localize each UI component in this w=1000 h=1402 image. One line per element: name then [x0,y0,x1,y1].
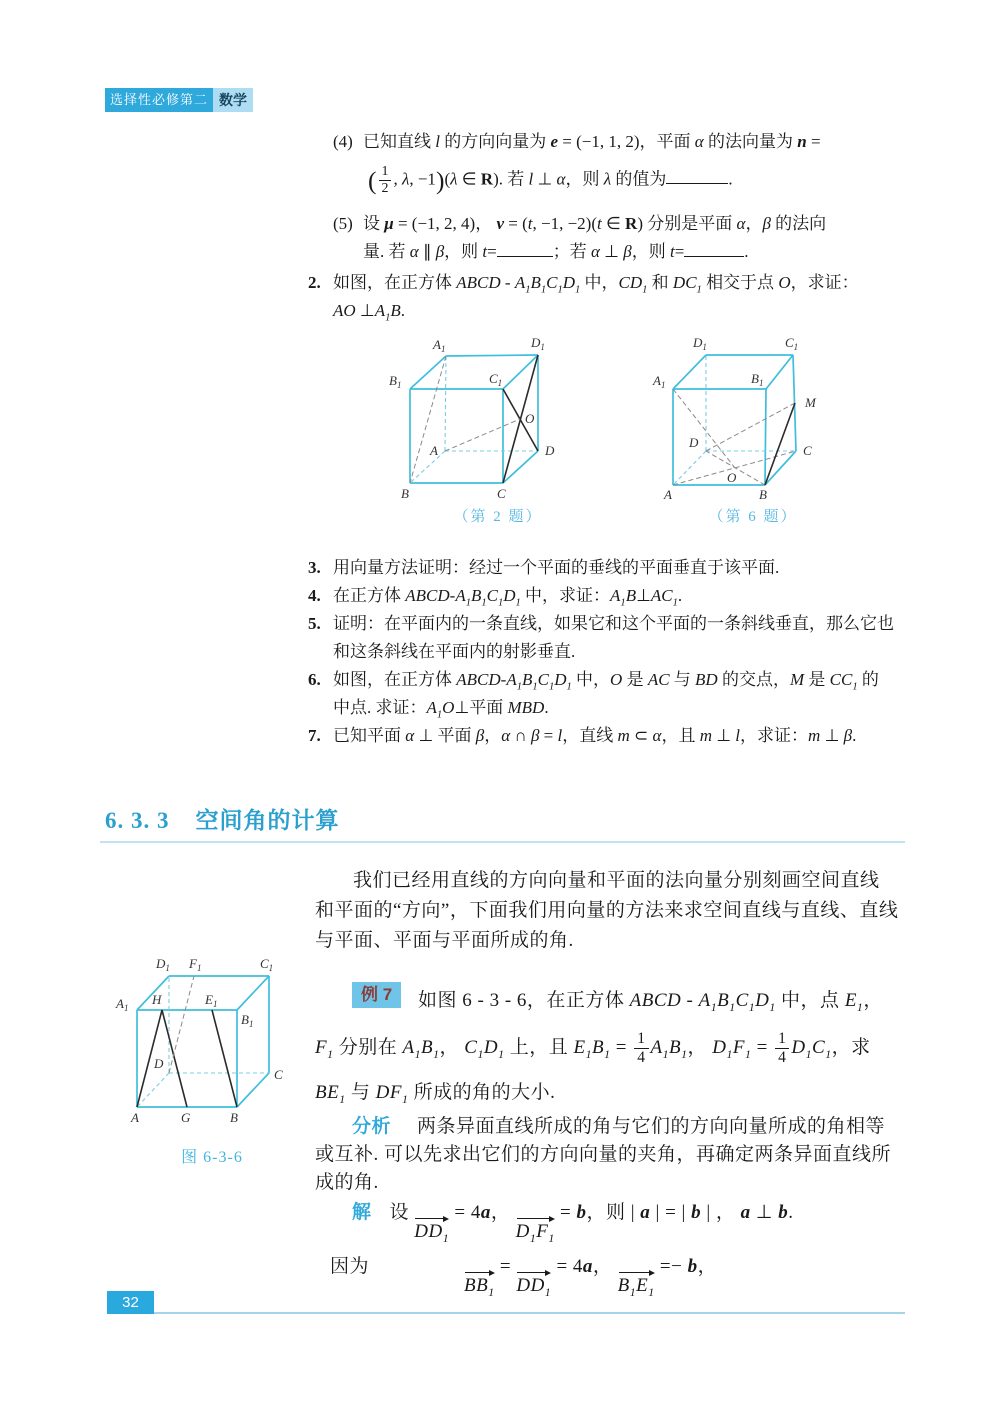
problem-6-line-1: 如图，在正方体 ABCD-$A_1B_1C_1D_1$ 中，O 是 AC 与 BD 的交点，M 是 $CC_1$ 的 [333,670,879,693]
because-label: 因为 [330,1256,370,1277]
problem-4-line-2: ( $\frac{1}{2}$ , λ, −1)(λ ∈ R). 若 l ⊥ α，则 λ 的值为 . [368,164,733,197]
intro-line-3: 与平面、平面与平面所成的角. [315,930,574,951]
section-heading-rule [100,841,905,843]
footer-rule [154,1312,905,1314]
svg-text:A: A [430,443,438,458]
svg-text:C1: $C_1$ [489,371,503,388]
cube-figure-problem-6 [633,333,873,503]
analysis-line-3: 成的角. [315,1172,379,1193]
problem-5-marker: (5) [333,214,353,233]
figure-caption-problem-2: （第 2 题） [453,509,543,525]
svg-text:D1: $D_1$ [531,335,545,352]
svg-text:A: A [131,1110,139,1125]
analysis-label: 分析 [352,1116,392,1137]
header-subject-badge: 数学 [213,88,253,112]
svg-text:C: C [274,1067,283,1082]
problem-7-number: 7. [308,726,321,745]
problem-2-line-1: 如图，在正方体 ABCD - $A_1B_1C_1D_1$ 中，$CD_1$ 和 $DC_1$ 相交于点 O，求证： [333,273,859,296]
cube-figure-problem-2 [383,333,613,503]
solution-label: 解 [352,1202,372,1223]
svg-text:O: O [525,411,535,426]
svg-text:G: G [181,1110,191,1125]
problem-4-line-1: 已知直线 l 的方向向量为 e = (−1, 1, 2)，平面 α 的法向量为 n = [363,132,821,151]
example-7-badge: 例 7 [352,982,401,1008]
problem-5-line-2: 量. 若 α ∥ β，则 t= ；若 α ⊥ β，则 t= . [363,238,749,266]
svg-text:B1: $B_1$ [389,373,402,390]
svg-text:A1: $A_1$ [653,373,666,390]
intro-line-2: 和平面的“方向”，下面我们用向量的方法来求空间直线与直线、直线 [315,900,899,921]
header-series-badge: 选择性必修第二册 [105,88,213,112]
cube-figure-6-3-6 [112,952,312,1137]
problem-6-line-2: 中点. 求证：$A_1O\perp$平面 MBD. [333,698,549,721]
svg-text:E1: $E_1$ [205,992,218,1009]
section-heading [105,802,340,835]
problem-6-number: 6. [308,670,321,689]
svg-text:M: M [805,395,816,410]
because-row [330,1252,718,1299]
because-formula: $BB_1$ = $DD_1$ = 4a， $B_1E_1$ =− b， [464,1256,718,1299]
svg-text:F1: $F_1$ [189,956,202,973]
problem-5-line-1: 设 μ = (−1, 2, 4)， v = (t, −1, −2)(t ∈ R) 分别是平面 α，β 的法向 [363,214,827,233]
svg-text:D1: $D_1$ [156,956,170,973]
svg-text:B1: $B_1$ [241,1012,254,1029]
example-line-1: 如图 6 - 3 - 6，在正方体 ABCD - $A_1B_1C_1D_1$ 中，点 $E_1$， [418,990,883,1014]
svg-text:O: O [727,470,737,485]
problem-5b-number: 5. [308,614,321,633]
svg-text:A1: $A_1$ [433,337,446,354]
problem-5b-line-1: 证明：在平面内的一条直线，如果它和这个平面的一条斜线垂直，那么它也 [333,614,894,633]
example-line-3: $BE_1$ 与 $DF_1$ 所成的角的大小. [315,1082,556,1106]
figure-caption-problem-6: （第 6 题） [708,509,798,525]
problem-5b-line-2: 和这条斜线在平面内的射影垂直. [333,642,576,661]
svg-text:D: D [689,435,699,450]
solution-line: 设 $DD_1$ = 4a， $D_1F_1$ = b，则 | a | = | b | ， a ⊥ b. [389,1202,794,1245]
svg-text:D: D [545,443,555,458]
section-number: 6. 3. 3 [105,808,170,833]
page-number-badge: 32 [107,1291,154,1314]
problem-4b-line-1: 在正方体 ABCD-$A_1B_1C_1D_1$ 中，求证：$A_1B\perp AC_1$. [333,586,683,609]
svg-text:C: C [497,486,506,501]
problem-7-line-1: 已知平面 α ⊥ 平面 β，α ∩ β = l，直线 m ⊂ α，且 m ⊥ l，求证：m ⊥ β. [333,726,857,745]
solution-row [352,1198,794,1245]
svg-text:C1: $C_1$ [785,335,799,352]
svg-text:B: B [230,1110,238,1125]
problem-4b-number: 4. [308,586,321,605]
svg-text:C1: $C_1$ [260,956,274,973]
svg-text:B1: $B_1$ [751,371,764,388]
svg-text:C: C [803,443,812,458]
analysis-line-1: 两条异面直线所成的角与它们的方向向量所成的角相等 [417,1116,886,1137]
svg-text:D: D [154,1056,164,1071]
problem-4-marker: (4) [333,132,353,151]
svg-text:D1: $D_1$ [693,335,707,352]
problem-2-number: 2. [308,273,321,292]
svg-text:A1: $A_1$ [116,996,129,1013]
svg-text:B: B [759,487,767,502]
problem-3-number: 3. [308,558,321,577]
problem-2-line-2: AO $\perp A_1B$. [333,301,406,324]
analysis-line-2: 或互补. 可以先求出它们的方向向量的夹角，再确定两条异面直线所 [315,1144,892,1165]
example-line-2: $F_1$ 分别在 $A_1B_1$， $C_1D_1$ 上，且 $E_1B_1$ = $\frac{1}{4}$ $A_1B_1$， $D_1F_1$ = $\frac{1}{4}$ $D_1C_1$，求 [315,1030,871,1066]
problem-3-line-1: 用向量方法证明：经过一个平面的垂线的平面垂直于该平面. [333,558,780,577]
svg-text:A: A [664,487,672,502]
svg-text:B: B [401,486,409,501]
intro-line-1: 我们已经用直线的方向向量和平面的法向量分别刻画空间直线 [353,870,880,891]
section-title: 空间角的计算 [195,807,340,833]
svg-text:H: H [152,992,162,1007]
figure-caption-6-3-6: 图 6-3-6 [181,1149,243,1166]
